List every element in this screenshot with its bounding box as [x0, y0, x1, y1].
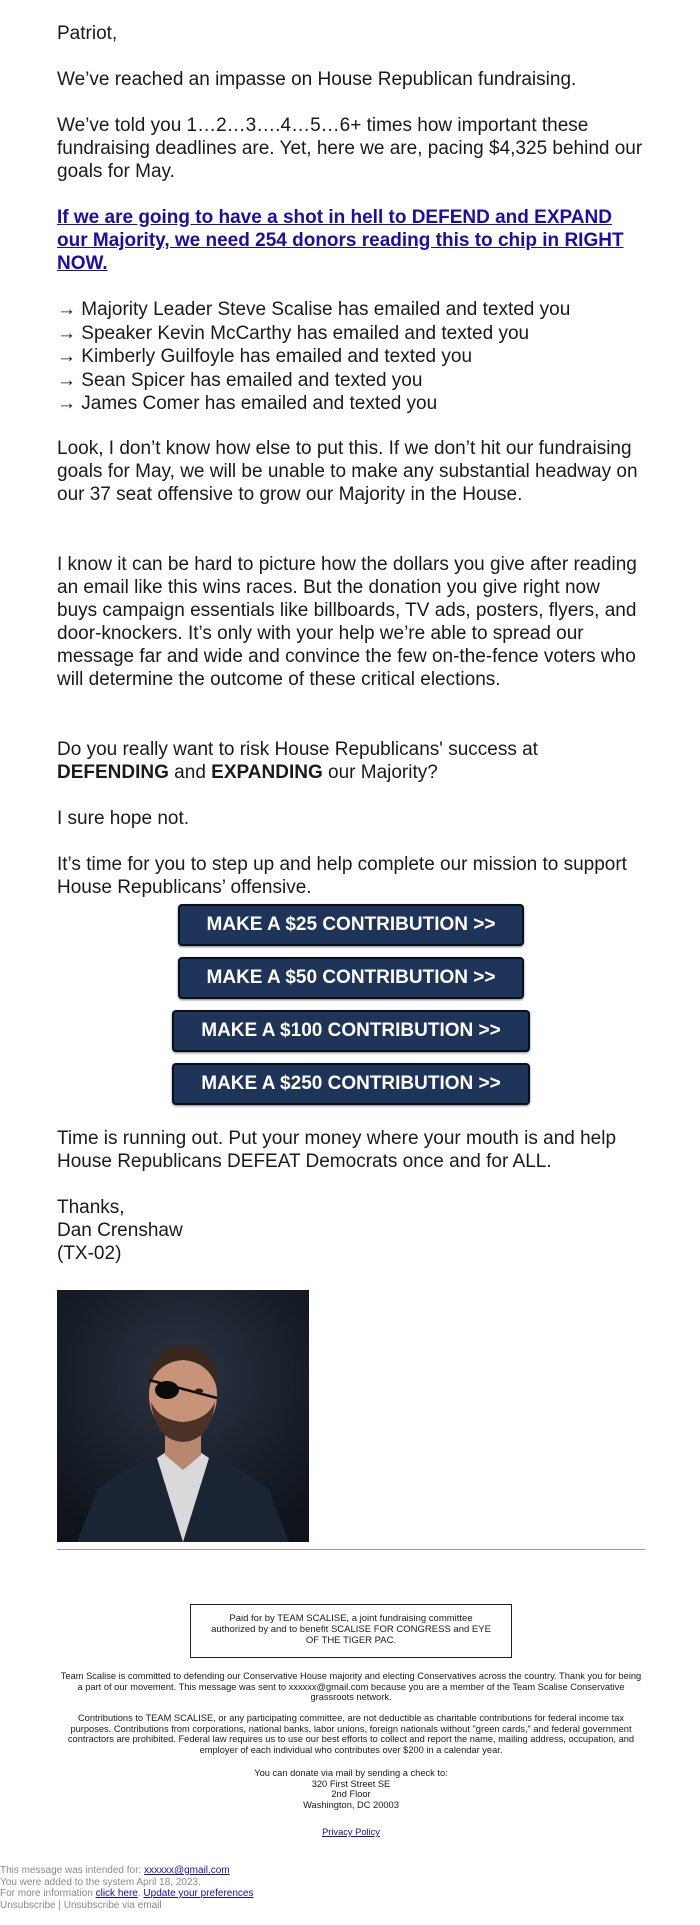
- more-info-label: For more information: [0, 1888, 96, 1899]
- contribute-25-button[interactable]: MAKE A $25 CONTRIBUTION >>: [178, 904, 524, 946]
- list-item: → James Comer has emailed and texted you: [57, 393, 438, 414]
- privacy-policy-link[interactable]: Privacy Policy: [322, 1827, 380, 1837]
- question-bold-defending: DEFENDING: [57, 762, 169, 783]
- update-preferences-link[interactable]: Update your preferences: [143, 1888, 254, 1899]
- footer-divider: [57, 1549, 645, 1550]
- legal-text: Contributions to TEAM SCALISE, or any participating committee, are not deductible as charitable contributions for federal income tax purposes. Contributions from corporations, national banks, labor unions, foreign nationals without "green cards," and federal government contractors are prohibited. Federal law requires us to use our best efforts to collect and report the name, mailing address, occupation, and employer of each individual who contributes over $200 in a calendar year.: [67, 1713, 635, 1755]
- address-line: 320 First Street SE: [311, 1778, 391, 1789]
- added-line: You were added to the system April 18, 2023.: [0, 1876, 201, 1888]
- question-bold-expanding: EXPANDING: [211, 762, 323, 783]
- intro-paragraph: We’ve reached an impasse on House Republican fundraising.: [57, 69, 577, 90]
- intended-label: This message was intended for:: [0, 1865, 144, 1876]
- question-paragraph: [57, 738, 645, 784]
- signoff-district: (TX-02): [57, 1243, 122, 1264]
- contribute-250-button[interactable]: MAKE A $250 CONTRIBUTION >>: [172, 1063, 530, 1105]
- deadline-paragraph: We’ve told you 1…2…3….4…5…6+ times how important these fundraising deadlines are. Yet, here we are, pacing $4,325 behind our goals for May.: [57, 115, 643, 182]
- mail-donation-block: [57, 1768, 645, 1810]
- address-line: Washington, DC 20003: [303, 1799, 399, 1810]
- mission-paragraph: It’s time for you to step up and help complete our mission to support House Republicans’ offensive.: [57, 854, 627, 898]
- mail-intro: You can donate via mail by sending a check to:: [254, 1768, 448, 1778]
- closing-paragraph: Time is running out. Put your money where your mouth is and help House Republicans DEFEAT Democrats once and for ALL.: [57, 1128, 617, 1172]
- address-line: 2nd Floor: [331, 1789, 371, 1799]
- contribute-100-button[interactable]: MAKE A $100 CONTRIBUTION >>: [172, 1010, 530, 1052]
- hope-paragraph: I sure hope not.: [57, 808, 190, 829]
- pipe-separator: |: [55, 1899, 64, 1911]
- click-here-link[interactable]: click here: [95, 1888, 138, 1899]
- delivery-info: [0, 1865, 253, 1911]
- unsubscribe-email-link[interactable]: Unsubscribe via email: [63, 1899, 162, 1911]
- unsubscribe-line: [0, 1900, 253, 1912]
- signature: [57, 1196, 183, 1265]
- donation-impact-paragraph: I know it can be hard to picture how the dollars you give after reading an email like this wins races. But the donation you give right now buys campaign essentials like billboards, TV ads, posters, flyers, and door-knockers. It’s only with your help we’re able to spread our message far and wide and convince the few on-the-fence voters who will determine the outcome of these critical elections.: [57, 554, 637, 690]
- question-text: our Majority?: [322, 762, 438, 783]
- contribute-50-button[interactable]: MAKE A $50 CONTRIBUTION >>: [178, 957, 524, 999]
- more-info-line: [0, 1888, 253, 1900]
- paid-for-disclaimer: Paid for by TEAM SCALISE, a joint fundraising committee authorized by and to benefit SCALISE FOR CONGRESS and EYE OF THE TIGER PAC.: [190, 1604, 512, 1658]
- list-item: → Majority Leader Steve Scalise has emailed and texted you: [57, 299, 571, 320]
- privacy-block: [57, 1827, 645, 1838]
- separator: .: [137, 1888, 144, 1899]
- goals-paragraph: Look, I don’t know how else to put this. If we don’t hit our fundraising goals for May, we will be unable to make any substantial headway on our 37 seat offensive to grow our Majority in the House.: [57, 438, 638, 505]
- list-item: → Speaker Kevin McCarthy has emailed and texted you: [57, 322, 530, 344]
- endorser-list: [57, 298, 645, 416]
- intended-line: [0, 1865, 253, 1877]
- donate-headline-link[interactable]: If we are going to have a shot in hell to DEFEND and EXPAND our Majority, we need 254 donors reading this to chip in RIGHT NOW.: [57, 207, 624, 274]
- candidate-portrait: [57, 1290, 309, 1542]
- signoff-name: Dan Crenshaw: [57, 1220, 183, 1241]
- recipient-email-link[interactable]: xxxxxx@gmail.com: [143, 1865, 230, 1876]
- commitment-text: Team Scalise is committed to defending our Conservative House majority and electing Conservatives across the country. Thank you for being a part of our movement. This message was sent to xxxxxx@gmail.com because you are a member of the Team Scalise Conservative grassroots network.: [60, 1671, 642, 1702]
- signoff-thanks: Thanks,: [57, 1197, 125, 1218]
- headline-paragraph: [57, 206, 645, 275]
- salutation: Patriot,: [57, 23, 118, 44]
- list-item: → Kimberly Guilfoyle has emailed and texted you: [57, 346, 473, 367]
- list-item: → Sean Spicer has emailed and texted you: [57, 369, 423, 391]
- unsubscribe-link[interactable]: Unsubscribe: [0, 1899, 56, 1911]
- question-text: Do you really want to risk House Republicans' success at: [57, 739, 538, 760]
- portrait-illustration: [57, 1290, 309, 1542]
- question-text: and: [168, 762, 212, 783]
